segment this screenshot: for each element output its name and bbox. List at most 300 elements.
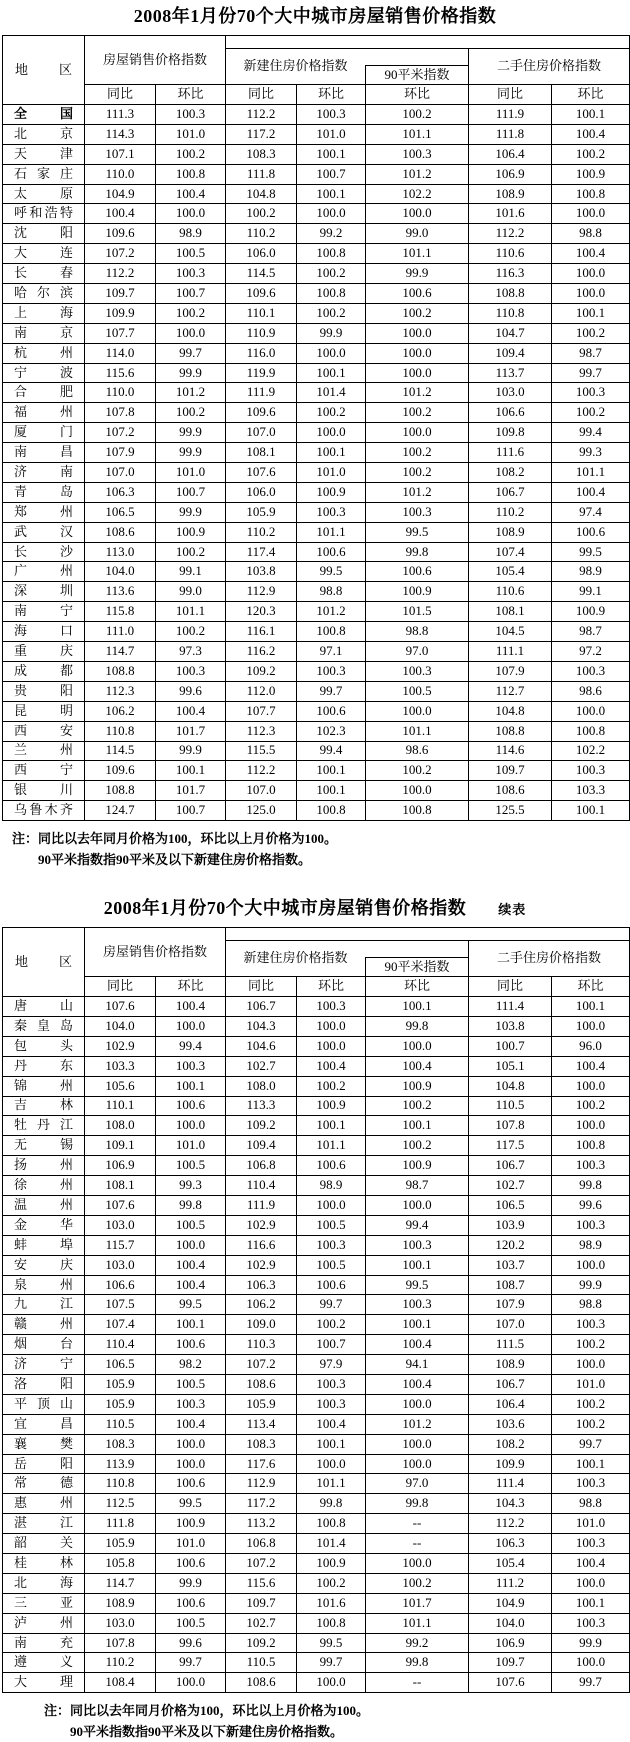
value-cell: 106.9: [469, 164, 552, 184]
value-cell: 100.0: [552, 284, 630, 304]
value-cell: 112.2: [226, 761, 297, 781]
value-cell: 103.0: [85, 1255, 156, 1275]
region-cell: 唐山: [3, 997, 85, 1017]
table2-title: [0, 894, 630, 920]
value-cell: 105.9: [226, 1394, 297, 1414]
value-cell: 98.7: [552, 622, 630, 642]
value-cell: 100.0: [552, 1016, 630, 1036]
value-cell: 100.3: [156, 1056, 226, 1076]
value-cell: 117.4: [226, 542, 297, 562]
region-cell: 深圳: [3, 582, 85, 602]
table-row: [3, 542, 630, 562]
value-cell: 100.6: [156, 1474, 226, 1494]
region-cell: 无锡: [3, 1136, 85, 1156]
value-cell: 105.1: [469, 1056, 552, 1076]
value-cell: 106.4: [469, 1394, 552, 1414]
value-cell: 100.7: [156, 284, 226, 304]
value-cell: 111.8: [226, 164, 297, 184]
value-cell: 100.0: [297, 1673, 366, 1693]
value-cell: 102.3: [297, 721, 366, 741]
value-cell: 100.3: [552, 383, 630, 403]
value-cell: 100.1: [366, 1116, 469, 1136]
value-cell: 106.6: [469, 403, 552, 423]
table-row: [3, 1096, 630, 1116]
value-cell: 100.8: [552, 721, 630, 741]
value-cell: 109.0: [226, 1315, 297, 1335]
value-cell: 106.3: [85, 482, 156, 502]
value-cell: 109.7: [469, 761, 552, 781]
value-cell: 110.5: [469, 1096, 552, 1116]
table2-title-text: 2008年1月份70个大中城市房屋销售价格指数: [103, 898, 467, 919]
value-cell: 99.0: [366, 224, 469, 244]
table-row: [3, 1295, 630, 1315]
value-cell: 100.0: [156, 323, 226, 343]
value-cell: 100.4: [85, 204, 156, 224]
value-cell: 100.2: [366, 303, 469, 323]
value-cell: 112.2: [85, 264, 156, 284]
value-cell: 111.9: [226, 1195, 297, 1215]
sqm90-index-header: 90平米指数: [366, 958, 469, 977]
value-cell: 100.2: [366, 761, 469, 781]
value-cell: 100.1: [297, 1434, 366, 1454]
value-cell: 99.9: [366, 264, 469, 284]
value-cell: 101.1: [366, 244, 469, 264]
value-cell: 100.7: [156, 482, 226, 502]
yoy-header: 同比: [85, 85, 156, 105]
value-cell: 100.7: [469, 1036, 552, 1056]
region-cell: 海口: [3, 622, 85, 642]
region-cell: 湛江: [3, 1514, 85, 1534]
value-cell: 100.0: [156, 204, 226, 224]
value-cell: 94.1: [366, 1355, 469, 1375]
value-cell: 104.3: [469, 1494, 552, 1514]
value-cell: 113.4: [226, 1414, 297, 1434]
region-cell: 南宁: [3, 602, 85, 622]
value-cell: 100.3: [552, 1215, 630, 1235]
value-cell: 100.2: [156, 303, 226, 323]
value-cell: 100.3: [297, 1374, 366, 1394]
value-cell: 110.8: [85, 721, 156, 741]
value-cell: 108.6: [226, 1374, 297, 1394]
value-cell: 101.1: [156, 602, 226, 622]
table-row: [3, 1056, 630, 1076]
value-cell: 113.3: [226, 1096, 297, 1116]
value-cell: 98.8: [552, 224, 630, 244]
value-cell: 109.2: [226, 1633, 297, 1653]
region-cell: 徐州: [3, 1176, 85, 1196]
value-cell: 107.9: [469, 1295, 552, 1315]
value-cell: 112.3: [226, 721, 297, 741]
region-cell: 石家庄: [3, 164, 85, 184]
value-cell: 100.1: [297, 761, 366, 781]
value-cell: 100.6: [366, 284, 469, 304]
value-cell: 107.1: [85, 144, 156, 164]
region-cell: 成都: [3, 661, 85, 681]
value-cell: 100.6: [156, 1593, 226, 1613]
value-cell: 100.9: [366, 1156, 469, 1176]
value-cell: 100.2: [366, 463, 469, 483]
value-cell: 99.8: [366, 542, 469, 562]
mom-header: 环比: [297, 85, 366, 105]
value-cell: 100.1: [297, 781, 366, 801]
table-row: [3, 1554, 630, 1574]
value-cell: 114.5: [85, 741, 156, 761]
mom-header: 环比: [156, 977, 226, 997]
region-cell: 福州: [3, 403, 85, 423]
value-cell: 98.6: [552, 681, 630, 701]
table-row: [3, 1454, 630, 1474]
value-cell: 99.9: [156, 423, 226, 443]
value-cell: 107.6: [85, 1195, 156, 1215]
value-cell: 100.0: [297, 343, 366, 363]
value-cell: 105.9: [85, 1374, 156, 1394]
value-cell: 100.1: [156, 761, 226, 781]
region-cell: 广州: [3, 562, 85, 582]
value-cell: 99.5: [366, 1275, 469, 1295]
value-cell: 110.1: [226, 303, 297, 323]
value-cell: 100.4: [156, 1255, 226, 1275]
value-cell: 117.5: [469, 1136, 552, 1156]
value-cell: 100.8: [297, 284, 366, 304]
value-cell: 100.4: [366, 1374, 469, 1394]
table-row: [3, 1414, 630, 1434]
value-cell: 112.2: [469, 224, 552, 244]
table-row: [3, 423, 630, 443]
value-cell: 101.1: [366, 124, 469, 144]
value-cell: 99.4: [156, 1036, 226, 1056]
value-cell: 100.4: [366, 1335, 469, 1355]
value-cell: 100.6: [297, 1275, 366, 1295]
value-cell: 108.7: [469, 1275, 552, 1295]
value-cell: 100.4: [156, 1414, 226, 1434]
header-spacer-above-90sqm: [366, 941, 469, 958]
value-cell: 100.0: [366, 1394, 469, 1414]
value-cell: 107.7: [85, 323, 156, 343]
value-cell: 100.1: [156, 1315, 226, 1335]
value-cell: 100.0: [552, 204, 630, 224]
value-cell: 109.7: [226, 1593, 297, 1613]
value-cell: 101.1: [297, 1474, 366, 1494]
yoy-header: 同比: [469, 977, 552, 997]
table-row: [3, 244, 630, 264]
value-cell: 100.2: [552, 323, 630, 343]
value-cell: 107.6: [226, 463, 297, 483]
value-cell: 100.1: [297, 184, 366, 204]
value-cell: 107.9: [469, 661, 552, 681]
value-cell: 112.0: [226, 681, 297, 701]
value-cell: 110.2: [226, 224, 297, 244]
table-row: [3, 124, 630, 144]
value-cell: 100.2: [156, 403, 226, 423]
value-cell: 100.2: [366, 443, 469, 463]
value-cell: 109.6: [226, 284, 297, 304]
value-cell: 100.4: [156, 997, 226, 1017]
table-row: [3, 1494, 630, 1514]
value-cell: 107.2: [226, 1355, 297, 1375]
value-cell: 100.6: [156, 1554, 226, 1574]
value-cell: 107.7: [226, 701, 297, 721]
table-row: [3, 1534, 630, 1554]
value-cell: 99.7: [552, 1673, 630, 1693]
value-cell: 100.0: [297, 204, 366, 224]
value-cell: 100.0: [297, 1036, 366, 1056]
value-cell: 100.1: [552, 105, 630, 125]
value-cell: --: [366, 1514, 469, 1534]
value-cell: 100.6: [552, 522, 630, 542]
value-cell: 110.0: [85, 383, 156, 403]
value-cell: 100.4: [156, 184, 226, 204]
value-cell: 97.0: [366, 1474, 469, 1494]
value-cell: 99.7: [156, 343, 226, 363]
value-cell: 100.3: [297, 105, 366, 125]
value-cell: 99.8: [552, 1176, 630, 1196]
value-cell: 104.0: [85, 1016, 156, 1036]
region-cell: 常德: [3, 1474, 85, 1494]
header-top-spacer: [226, 36, 630, 49]
value-cell: 112.7: [469, 681, 552, 701]
table-row: [3, 522, 630, 542]
yoy-header: 同比: [226, 977, 297, 997]
value-cell: 100.3: [552, 1156, 630, 1176]
value-cell: 100.1: [366, 1315, 469, 1335]
region-cell: 银川: [3, 781, 85, 801]
value-cell: 103.0: [85, 1613, 156, 1633]
value-cell: 105.4: [469, 562, 552, 582]
value-cell: 100.1: [552, 1454, 630, 1474]
value-cell: 100.0: [156, 1016, 226, 1036]
value-cell: 110.2: [469, 502, 552, 522]
value-cell: 108.1: [85, 1176, 156, 1196]
value-cell: 100.9: [156, 1514, 226, 1534]
value-cell: 100.2: [552, 1096, 630, 1116]
value-cell: 100.6: [366, 562, 469, 582]
value-cell: 100.5: [156, 244, 226, 264]
region-cell: 洛阳: [3, 1374, 85, 1394]
table-row: [3, 1633, 630, 1653]
table-row: [3, 204, 630, 224]
value-cell: 125.0: [226, 801, 297, 821]
note-line: 90平米指数指90平米及以下新建住房价格指数。: [38, 852, 312, 868]
table-row: [3, 741, 630, 761]
value-cell: 100.0: [552, 701, 630, 721]
value-cell: 109.4: [469, 343, 552, 363]
value-cell: 107.9: [85, 443, 156, 463]
table-row: [3, 1374, 630, 1394]
value-cell: 107.6: [85, 997, 156, 1017]
value-cell: 114.7: [85, 642, 156, 662]
value-cell: 101.4: [297, 1534, 366, 1554]
value-cell: 107.5: [85, 1295, 156, 1315]
value-cell: 119.9: [226, 363, 297, 383]
value-cell: 100.0: [156, 1116, 226, 1136]
value-cell: 100.2: [297, 264, 366, 284]
value-cell: 124.7: [85, 801, 156, 821]
value-cell: 100.4: [156, 701, 226, 721]
value-cell: 114.7: [85, 1573, 156, 1593]
table-row: [3, 1036, 630, 1056]
value-cell: 100.0: [552, 264, 630, 284]
new-housing-header: 新建住房价格指数: [226, 49, 366, 85]
table-row: [3, 1474, 630, 1494]
table-row: [3, 1613, 630, 1633]
value-cell: 115.5: [226, 741, 297, 761]
value-cell: 100.0: [366, 423, 469, 443]
value-cell: 100.3: [366, 144, 469, 164]
value-cell: 99.5: [366, 522, 469, 542]
region-header: 地区: [3, 928, 85, 997]
value-cell: 109.2: [226, 661, 297, 681]
mom-header: 环比: [156, 85, 226, 105]
mom-header: 环比: [552, 85, 630, 105]
value-cell: 115.6: [226, 1573, 297, 1593]
document-page: [0, 2, 630, 1742]
table-row: [3, 1016, 630, 1036]
value-cell: 103.0: [85, 1215, 156, 1235]
value-cell: 98.9: [297, 1176, 366, 1196]
value-cell: 100.9: [366, 582, 469, 602]
value-cell: 101.0: [297, 124, 366, 144]
mom-header: 环比: [297, 977, 366, 997]
table2-header: [3, 928, 630, 997]
value-cell: 106.5: [85, 502, 156, 522]
value-cell: 99.0: [156, 582, 226, 602]
value-cell: 109.7: [85, 284, 156, 304]
value-cell: 100.0: [366, 1036, 469, 1056]
value-cell: 105.6: [85, 1076, 156, 1096]
value-cell: 99.8: [366, 1653, 469, 1673]
value-cell: 100.0: [552, 1116, 630, 1136]
value-cell: 100.2: [156, 622, 226, 642]
value-cell: 100.3: [552, 661, 630, 681]
value-cell: 111.5: [469, 1335, 552, 1355]
region-cell: 南充: [3, 1633, 85, 1653]
price-index-table-main: [2, 35, 630, 821]
value-cell: 101.6: [469, 204, 552, 224]
table-row: [3, 1394, 630, 1414]
value-cell: 120.2: [469, 1235, 552, 1255]
value-cell: 108.1: [226, 443, 297, 463]
value-cell: 100.1: [297, 144, 366, 164]
value-cell: 99.6: [156, 1633, 226, 1653]
value-cell: 98.8: [552, 1494, 630, 1514]
value-cell: 108.6: [226, 1673, 297, 1693]
value-cell: 100.4: [552, 1554, 630, 1574]
value-cell: 110.2: [226, 522, 297, 542]
value-cell: 100.5: [156, 1156, 226, 1176]
value-cell: 103.3: [85, 1056, 156, 1076]
value-cell: 108.2: [469, 463, 552, 483]
value-cell: 100.2: [552, 403, 630, 423]
region-cell: 赣州: [3, 1315, 85, 1335]
table-row: [3, 1235, 630, 1255]
value-cell: 99.5: [156, 1494, 226, 1514]
value-cell: 106.3: [469, 1534, 552, 1554]
value-cell: 110.5: [85, 1414, 156, 1434]
value-cell: 98.2: [156, 1355, 226, 1375]
header-spacer-above-90sqm: [366, 49, 469, 66]
table-row: [3, 144, 630, 164]
header-top-spacer: [226, 928, 630, 941]
region-cell: 西宁: [3, 761, 85, 781]
value-cell: 97.3: [156, 642, 226, 662]
value-cell: 100.4: [366, 1056, 469, 1076]
value-cell: 99.5: [552, 542, 630, 562]
value-cell: 116.1: [226, 622, 297, 642]
value-cell: 99.8: [156, 1195, 226, 1215]
value-cell: 101.7: [366, 1593, 469, 1613]
value-cell: 102.2: [552, 741, 630, 761]
region-header: 地区: [3, 36, 85, 105]
value-cell: 100.3: [552, 1315, 630, 1335]
value-cell: 105.8: [85, 1554, 156, 1574]
value-cell: 100.9: [552, 602, 630, 622]
price-index-table-continued: [2, 927, 630, 1693]
value-cell: 97.9: [297, 1355, 366, 1375]
value-cell: 100.0: [297, 1454, 366, 1474]
table-row: [3, 343, 630, 363]
value-cell: 112.9: [226, 1474, 297, 1494]
table-row: [3, 1673, 630, 1693]
region-cell: 北京: [3, 124, 85, 144]
value-cell: 110.5: [226, 1653, 297, 1673]
value-cell: 106.8: [226, 1156, 297, 1176]
value-cell: 100.2: [552, 1335, 630, 1355]
region-cell: 昆明: [3, 701, 85, 721]
table-row: [3, 482, 630, 502]
table-row: [3, 443, 630, 463]
table-row: [3, 264, 630, 284]
value-cell: 103.7: [469, 1255, 552, 1275]
value-cell: 101.2: [366, 482, 469, 502]
yoy-header: 同比: [85, 977, 156, 997]
value-cell: 100.0: [156, 1673, 226, 1693]
value-cell: 102.7: [226, 1613, 297, 1633]
value-cell: 112.9: [226, 582, 297, 602]
table-row: [3, 602, 630, 622]
table-row: [3, 1434, 630, 1454]
value-cell: 111.9: [226, 383, 297, 403]
value-cell: 99.9: [156, 502, 226, 522]
value-cell: 104.3: [226, 1016, 297, 1036]
value-cell: 100.0: [366, 781, 469, 801]
value-cell: 101.0: [156, 124, 226, 144]
value-cell: 100.3: [366, 1235, 469, 1255]
value-cell: 108.8: [469, 721, 552, 741]
table-row: [3, 1136, 630, 1156]
value-cell: 101.0: [552, 1374, 630, 1394]
value-cell: 110.6: [469, 244, 552, 264]
table-row: [3, 801, 630, 821]
value-cell: 99.6: [156, 681, 226, 701]
value-cell: 100.0: [552, 1076, 630, 1096]
value-cell: 99.1: [552, 582, 630, 602]
value-cell: 99.5: [297, 1633, 366, 1653]
value-cell: 106.0: [226, 482, 297, 502]
value-cell: 101.7: [156, 721, 226, 741]
value-cell: 100.3: [297, 997, 366, 1017]
value-cell: 110.1: [85, 1096, 156, 1116]
value-cell: 100.3: [297, 1235, 366, 1255]
value-cell: 105.9: [85, 1394, 156, 1414]
value-cell: 99.9: [297, 323, 366, 343]
value-cell: 105.9: [226, 502, 297, 522]
value-cell: 108.6: [469, 781, 552, 801]
value-cell: 112.5: [85, 1494, 156, 1514]
region-cell: 大理: [3, 1673, 85, 1693]
value-cell: 100.3: [297, 661, 366, 681]
region-cell: 牡丹江: [3, 1116, 85, 1136]
value-cell: 115.6: [85, 363, 156, 383]
